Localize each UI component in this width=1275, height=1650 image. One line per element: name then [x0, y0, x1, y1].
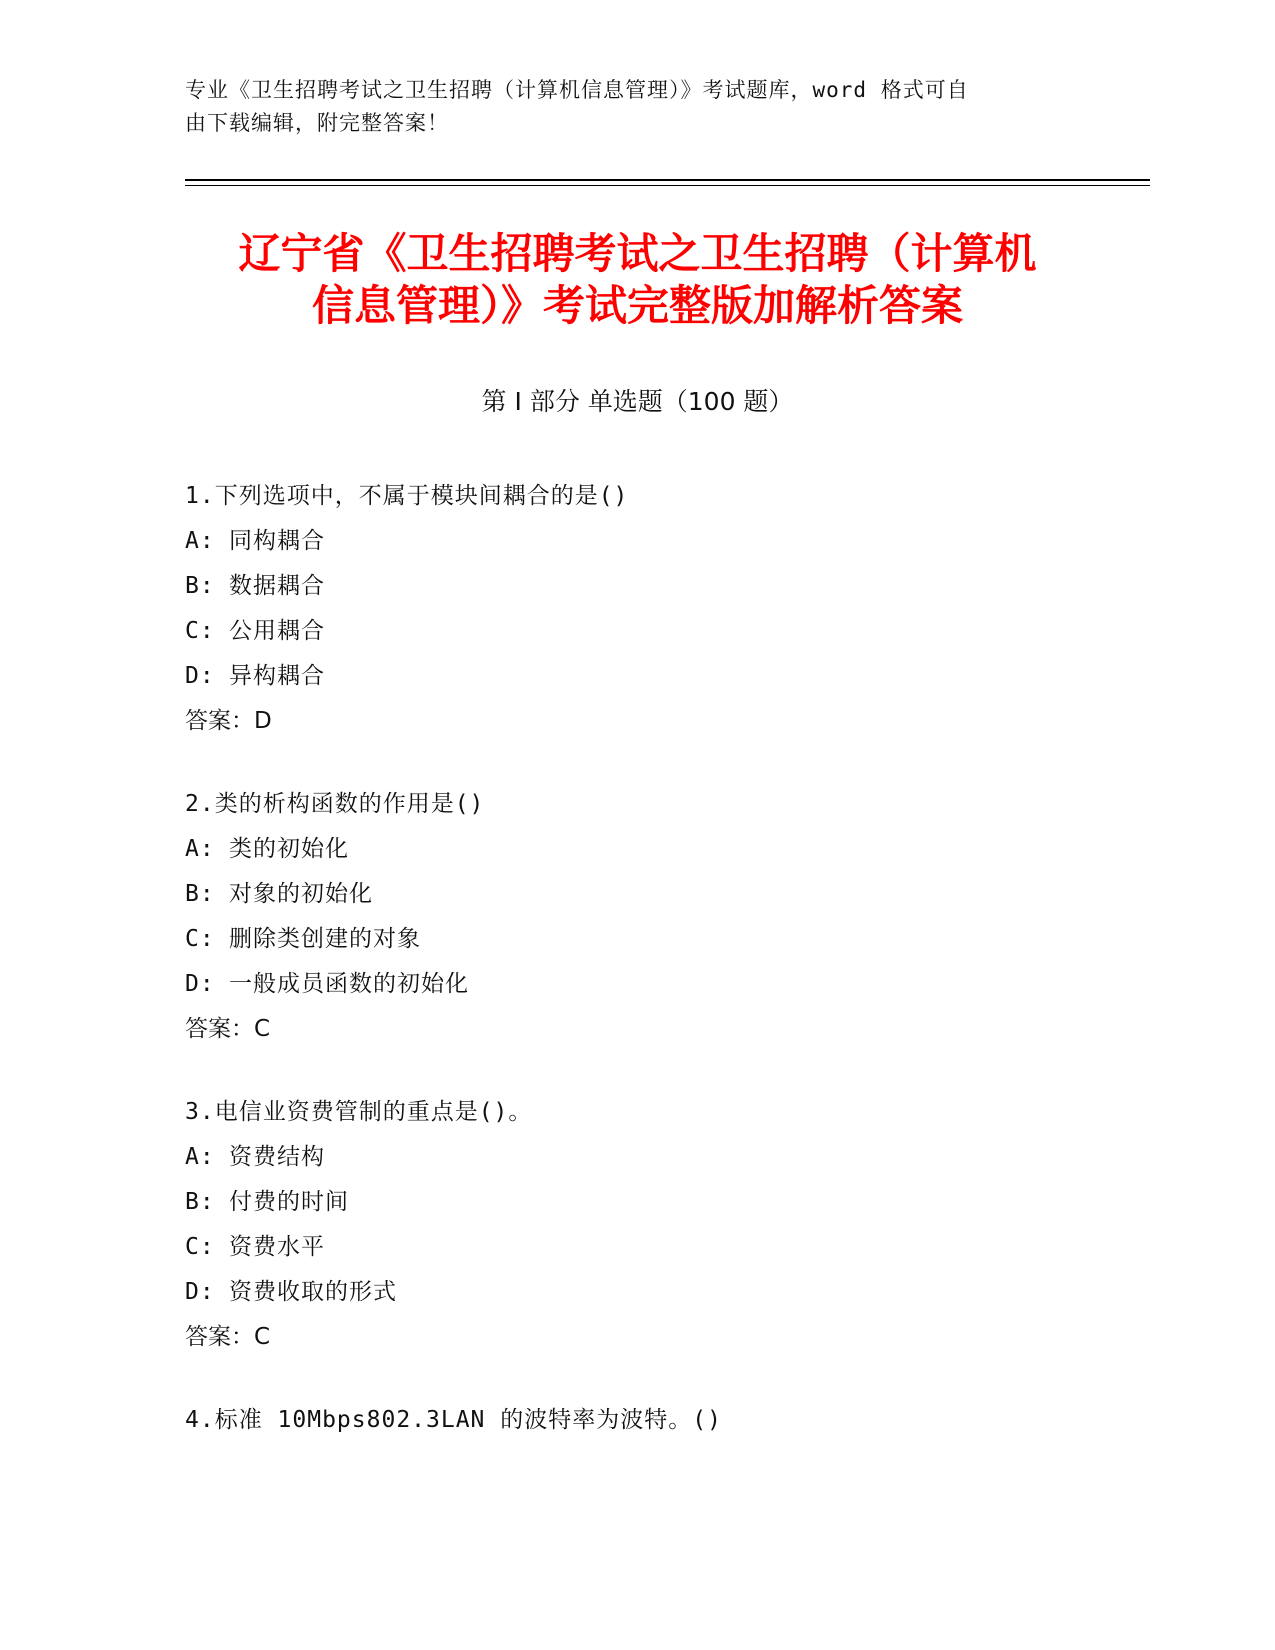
question-stem: 2.类的析构函数的作用是(): [185, 791, 485, 817]
option-text: 类的初始化: [229, 836, 349, 862]
answer-line: 答案：C: [185, 1016, 271, 1042]
answer-line: 答案：D: [185, 708, 272, 734]
header-note-line-1: 专业《卫生招聘考试之卫生招聘（计算机信息管理）》考试题库，word 格式可自: [185, 78, 969, 102]
option-text: 资费水平: [229, 1234, 325, 1260]
question-list: [185, 474, 1150, 1481]
section-title: 第 I 部分 单选题（100 题）: [481, 387, 794, 416]
option-text: 一般成员函数的初始化: [229, 971, 469, 997]
option-key: C:: [185, 1234, 215, 1260]
header-divider-thin: [185, 185, 1150, 186]
question-2: [185, 782, 1150, 1052]
option-c: [185, 917, 1150, 962]
header-divider-thick: [185, 179, 1150, 181]
option-text: 同构耦合: [229, 528, 325, 554]
option-text: 资费收取的形式: [229, 1279, 397, 1305]
document-title-line-2: 信息管理）》考试完整版加解析答案: [311, 281, 963, 330]
question-1: [185, 474, 1150, 744]
option-a: [185, 827, 1150, 872]
option-key: C:: [185, 618, 215, 644]
option-b: [185, 564, 1150, 609]
question-stem: 1.下列选项中，不属于模块间耦合的是(): [185, 483, 629, 509]
question-stem: 3.电信业资费管制的重点是()。: [185, 1099, 533, 1125]
option-key: B:: [185, 573, 215, 599]
answer-line: 答案：C: [185, 1324, 271, 1350]
option-a: [185, 519, 1150, 564]
question-4: [185, 1398, 1150, 1443]
option-key: D:: [185, 663, 215, 689]
option-key: A:: [185, 1144, 215, 1170]
option-d: [185, 1270, 1150, 1315]
option-d: [185, 654, 1150, 699]
option-b: [185, 872, 1150, 917]
option-text: 删除类创建的对象: [229, 926, 421, 952]
option-key: B:: [185, 881, 215, 907]
option-text: 公用耦合: [229, 618, 325, 644]
question-stem: 4.标准 10Mbps802.3LAN 的波特率为波特。(): [185, 1407, 722, 1433]
option-key: D:: [185, 1279, 215, 1305]
option-key: C:: [185, 926, 215, 952]
option-key: A:: [185, 528, 215, 554]
option-key: D:: [185, 971, 215, 997]
option-c: [185, 1225, 1150, 1270]
option-text: 数据耦合: [229, 573, 325, 599]
option-text: 资费结构: [229, 1144, 325, 1170]
document-title-line-1: 辽宁省《卫生招聘考试之卫生招聘（计算机: [238, 229, 1037, 278]
header-note-line-2: 由下载编辑，附完整答案！: [185, 111, 449, 135]
option-d: [185, 962, 1150, 1007]
header-note: [185, 74, 1065, 140]
option-a: [185, 1135, 1150, 1180]
option-c: [185, 609, 1150, 654]
option-key: A:: [185, 836, 215, 862]
option-text: 对象的初始化: [229, 881, 373, 907]
option-key: B:: [185, 1189, 215, 1215]
question-3: [185, 1090, 1150, 1360]
option-text: 付费的时间: [229, 1189, 349, 1215]
option-text: 异构耦合: [229, 663, 325, 689]
document-title: [185, 228, 1090, 332]
option-b: [185, 1180, 1150, 1225]
